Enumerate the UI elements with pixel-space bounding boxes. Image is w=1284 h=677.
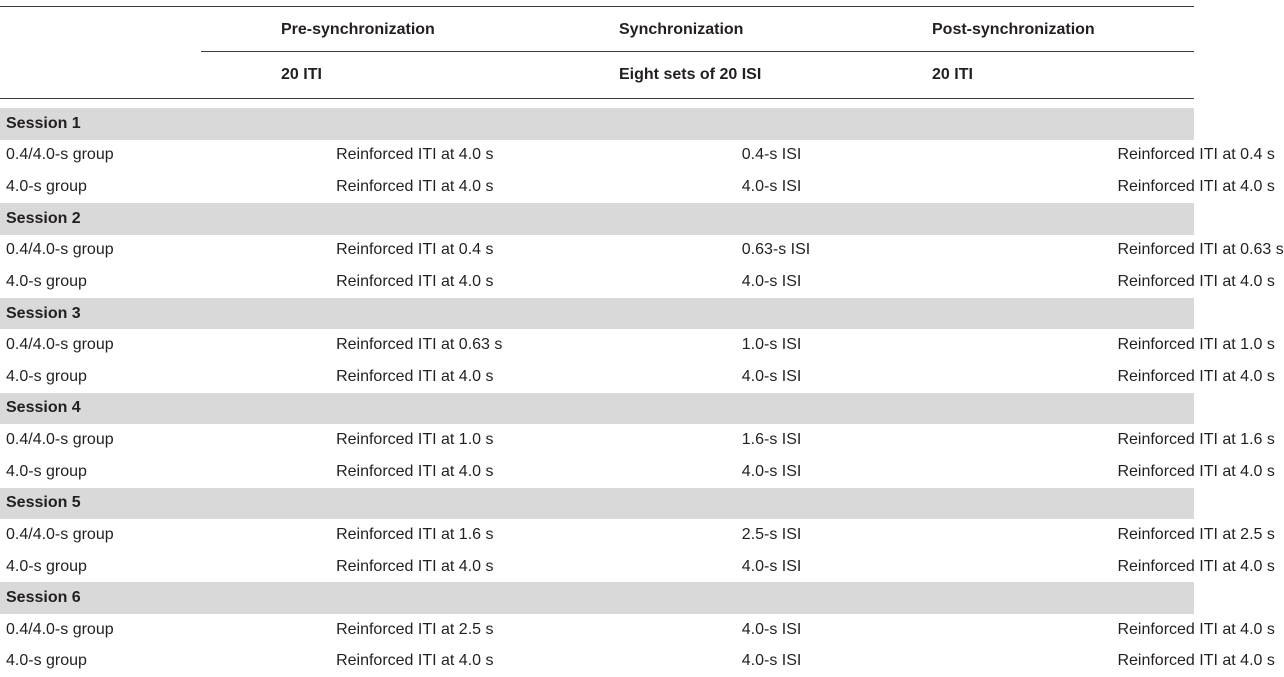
- post-sync-cell: Reinforced ITI at 4.0 s: [1117, 367, 1275, 385]
- session-header-row: [0, 108, 1194, 140]
- table-row: [0, 329, 1194, 361]
- pre-sync-cell: Reinforced ITI at 0.4 s: [336, 241, 494, 259]
- pre-sync-cell: Reinforced ITI at 4.0 s: [336, 272, 494, 290]
- session-header-row: [0, 203, 1194, 235]
- pre-sync-cell: Reinforced ITI at 4.0 s: [336, 557, 494, 575]
- group-cell: 0.4/4.0-s group: [6, 241, 114, 259]
- header-pre-sync-title: Pre-synchronization: [281, 21, 435, 38]
- pre-sync-cell: Reinforced ITI at 2.5 s: [336, 620, 494, 638]
- schedule-table: [0, 108, 1284, 677]
- session-header-row: [0, 298, 1194, 330]
- header-bottom-rule: [0, 98, 1194, 99]
- sync-cell: 2.5-s ISI: [741, 525, 802, 543]
- group-cell: 0.4/4.0-s group: [6, 431, 114, 449]
- table-row: [0, 140, 1194, 172]
- post-sync-cell: Reinforced ITI at 0.4 s: [1117, 146, 1275, 164]
- post-sync-cell: Reinforced ITI at 0.63 s: [1117, 241, 1284, 259]
- session-header-row: [0, 488, 1194, 520]
- post-sync-cell: Reinforced ITI at 4.0 s: [1117, 272, 1275, 290]
- session-label: Session 1: [0, 108, 1194, 140]
- table-row: [0, 646, 1194, 677]
- group-cell: 4.0-s group: [6, 557, 87, 575]
- group-cell: 0.4/4.0-s group: [6, 525, 114, 543]
- top-rule: [0, 6, 1194, 7]
- table-row: [0, 519, 1194, 551]
- header-pre-sync-subtitle: 20 ITI: [281, 66, 322, 83]
- sync-cell: 4.0-s ISI: [741, 178, 802, 196]
- sync-cell: 4.0-s ISI: [741, 462, 802, 480]
- table-row: [0, 235, 1194, 267]
- group-cell: 0.4/4.0-s group: [6, 336, 114, 354]
- table-row: [0, 456, 1194, 488]
- sync-cell: 0.4-s ISI: [741, 146, 802, 164]
- sync-cell: 4.0-s ISI: [741, 652, 802, 670]
- post-sync-cell: Reinforced ITI at 4.0 s: [1117, 462, 1275, 480]
- pre-sync-cell: Reinforced ITI at 4.0 s: [336, 146, 494, 164]
- pre-sync-cell: Reinforced ITI at 1.6 s: [336, 525, 494, 543]
- sync-cell: 4.0-s ISI: [741, 620, 802, 638]
- pre-sync-cell: Reinforced ITI at 4.0 s: [336, 652, 494, 670]
- header-post-sync-title: Post-synchronization: [932, 21, 1095, 38]
- group-cell: 4.0-s group: [6, 272, 87, 290]
- group-cell: 4.0-s group: [6, 462, 87, 480]
- pre-sync-cell: Reinforced ITI at 1.0 s: [336, 431, 494, 449]
- post-sync-cell: Reinforced ITI at 2.5 s: [1117, 525, 1275, 543]
- table-row: [0, 266, 1194, 298]
- session-label: Session 4: [0, 393, 1194, 425]
- pre-sync-cell: Reinforced ITI at 0.63 s: [336, 336, 503, 354]
- table-row: [0, 551, 1194, 583]
- session-label: Session 2: [0, 203, 1194, 235]
- sync-cell: 1.6-s ISI: [741, 431, 802, 449]
- sync-cell: 0.63-s ISI: [741, 241, 811, 259]
- post-sync-cell: Reinforced ITI at 4.0 s: [1117, 620, 1275, 638]
- session-label: Session 5: [0, 488, 1194, 520]
- table-row: [0, 424, 1194, 456]
- post-sync-cell: Reinforced ITI at 4.0 s: [1117, 557, 1275, 575]
- session-header-row: [0, 582, 1194, 614]
- group-cell: 4.0-s group: [6, 367, 87, 385]
- group-cell: 4.0-s group: [6, 178, 87, 196]
- group-cell: 0.4/4.0-s group: [6, 620, 114, 638]
- header-sync-title: Synchronization: [619, 21, 744, 38]
- sync-cell: 4.0-s ISI: [741, 557, 802, 575]
- pre-sync-cell: Reinforced ITI at 4.0 s: [336, 462, 494, 480]
- sync-cell: 4.0-s ISI: [741, 367, 802, 385]
- pre-sync-cell: Reinforced ITI at 4.0 s: [336, 367, 494, 385]
- table-row: [0, 171, 1194, 203]
- pre-sync-cell: Reinforced ITI at 4.0 s: [336, 178, 494, 196]
- header-post-sync-subtitle: 20 ITI: [932, 66, 973, 83]
- group-cell: 0.4/4.0-s group: [6, 146, 114, 164]
- post-sync-cell: Reinforced ITI at 4.0 s: [1117, 178, 1275, 196]
- table-row: [0, 614, 1194, 646]
- session-header-row: [0, 393, 1194, 425]
- session-label: Session 3: [0, 298, 1194, 330]
- group-cell: 4.0-s group: [6, 652, 87, 670]
- post-sync-cell: Reinforced ITI at 1.0 s: [1117, 336, 1275, 354]
- post-sync-cell: Reinforced ITI at 4.0 s: [1117, 652, 1275, 670]
- schedule-table-body: [0, 108, 1284, 677]
- header-sync-subtitle: Eight sets of 20 ISI: [619, 66, 762, 83]
- session-label: Session 6: [0, 582, 1194, 614]
- sync-cell: 1.0-s ISI: [741, 336, 802, 354]
- sync-cell: 4.0-s ISI: [741, 272, 802, 290]
- table-row: [0, 361, 1194, 393]
- post-sync-cell: Reinforced ITI at 1.6 s: [1117, 431, 1275, 449]
- header-divider-rule: [201, 51, 1194, 52]
